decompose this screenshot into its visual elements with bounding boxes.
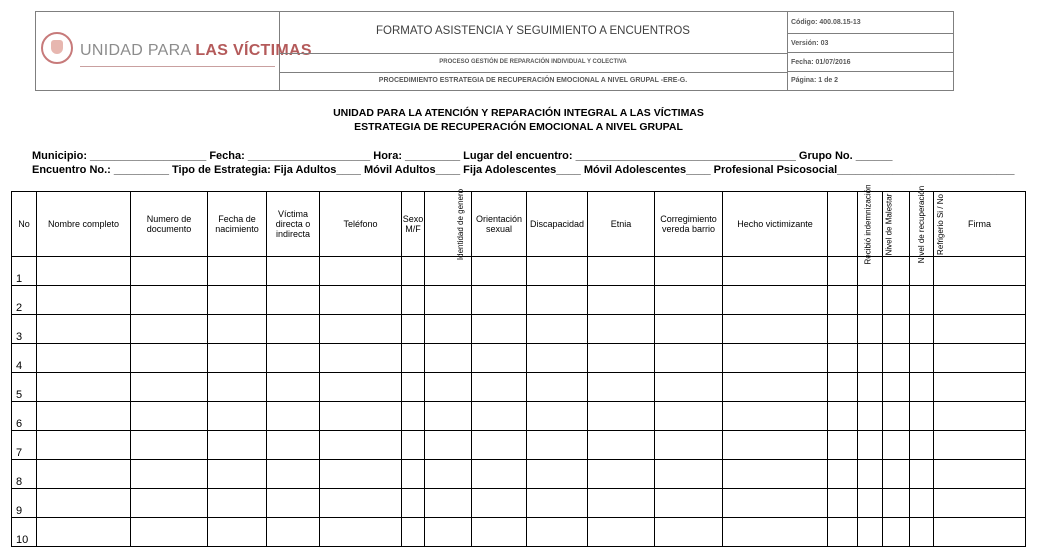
header-metadata bbox=[787, 12, 953, 90]
table-cell[interactable] bbox=[883, 431, 910, 460]
table-cell[interactable] bbox=[208, 460, 267, 489]
table-cell[interactable] bbox=[402, 402, 425, 431]
table-cell[interactable] bbox=[934, 315, 1026, 344]
table-cell[interactable] bbox=[37, 344, 131, 373]
col-document-number: Numero de documento bbox=[131, 192, 208, 257]
table-cell[interactable] bbox=[402, 460, 425, 489]
table-cell[interactable] bbox=[910, 315, 934, 344]
table-cell[interactable] bbox=[858, 518, 883, 547]
table-cell[interactable] bbox=[131, 373, 208, 402]
table-cell[interactable] bbox=[723, 315, 828, 344]
table-cell[interactable] bbox=[320, 373, 402, 402]
table-row bbox=[12, 315, 1026, 344]
table-cell[interactable] bbox=[37, 460, 131, 489]
table-cell[interactable] bbox=[131, 518, 208, 547]
row-number: 4 bbox=[12, 344, 37, 373]
table-cell[interactable] bbox=[910, 460, 934, 489]
table-cell[interactable] bbox=[37, 286, 131, 315]
table-cell[interactable] bbox=[527, 518, 588, 547]
table-cell[interactable] bbox=[910, 489, 934, 518]
col-sex: Sexo M/F bbox=[402, 192, 425, 257]
table-cell[interactable] bbox=[131, 315, 208, 344]
col-snack: Refrigerio Si / No bbox=[910, 192, 934, 257]
table-cell[interactable] bbox=[320, 431, 402, 460]
table-cell[interactable] bbox=[588, 518, 655, 547]
table-cell[interactable] bbox=[37, 315, 131, 344]
version-field: Versión: 03 bbox=[787, 34, 953, 53]
table-cell[interactable] bbox=[131, 257, 208, 286]
page-field: Página: 1 de 2 bbox=[791, 77, 839, 84]
table-cell[interactable] bbox=[828, 518, 858, 547]
table-cell[interactable] bbox=[910, 373, 934, 402]
brand-underline bbox=[80, 66, 275, 67]
table-cell[interactable] bbox=[472, 489, 527, 518]
table-cell[interactable] bbox=[131, 489, 208, 518]
table-cell[interactable] bbox=[131, 460, 208, 489]
table-cell[interactable] bbox=[655, 373, 723, 402]
table-cell[interactable] bbox=[472, 286, 527, 315]
table-cell[interactable] bbox=[934, 460, 1026, 489]
row-number: 3 bbox=[12, 315, 37, 344]
table-cell[interactable] bbox=[910, 286, 934, 315]
table-cell[interactable] bbox=[883, 315, 910, 344]
table-cell[interactable] bbox=[828, 402, 858, 431]
table-cell[interactable] bbox=[37, 402, 131, 431]
format-title: FORMATO ASISTENCIA Y SEGUIMIENTO A ENCUENTROS bbox=[279, 12, 787, 54]
row-number: 5 bbox=[12, 373, 37, 402]
table-cell[interactable] bbox=[934, 286, 1026, 315]
table-cell[interactable] bbox=[267, 460, 320, 489]
table-cell[interactable] bbox=[402, 315, 425, 344]
table-cell[interactable] bbox=[320, 257, 402, 286]
table-cell[interactable] bbox=[37, 373, 131, 402]
table-cell[interactable] bbox=[588, 373, 655, 402]
table-cell[interactable] bbox=[588, 460, 655, 489]
table-cell[interactable] bbox=[472, 344, 527, 373]
form-line-1: Municipio: ___________________ Fecha: ____________________ Hora: _________ Lugar del encuentro: ____________________________________ Grupo No. ______ bbox=[32, 150, 893, 162]
table-cell[interactable] bbox=[723, 460, 828, 489]
table-cell[interactable] bbox=[723, 257, 828, 286]
table-cell[interactable] bbox=[588, 431, 655, 460]
table-cell[interactable] bbox=[131, 286, 208, 315]
table-cell[interactable] bbox=[655, 344, 723, 373]
row-number: 6 bbox=[12, 402, 37, 431]
table-header-row bbox=[12, 192, 1026, 257]
table-cell[interactable] bbox=[527, 489, 588, 518]
table-cell[interactable] bbox=[267, 402, 320, 431]
table-cell[interactable] bbox=[934, 518, 1026, 547]
table-cell[interactable] bbox=[934, 257, 1026, 286]
table-cell[interactable] bbox=[425, 402, 472, 431]
table-cell[interactable] bbox=[320, 460, 402, 489]
table-cell[interactable] bbox=[37, 489, 131, 518]
table-cell[interactable] bbox=[208, 431, 267, 460]
table-cell[interactable] bbox=[208, 344, 267, 373]
table-cell[interactable] bbox=[883, 460, 910, 489]
table-cell[interactable] bbox=[472, 518, 527, 547]
table-cell[interactable] bbox=[402, 489, 425, 518]
table-cell[interactable] bbox=[208, 402, 267, 431]
row-number: 8 bbox=[12, 460, 37, 489]
col-victimizing-event: Hecho victimizante bbox=[723, 192, 828, 257]
table-cell[interactable] bbox=[472, 373, 527, 402]
table-cell[interactable] bbox=[858, 315, 883, 344]
table-cell[interactable] bbox=[527, 286, 588, 315]
table-cell[interactable] bbox=[858, 460, 883, 489]
table-cell[interactable] bbox=[723, 286, 828, 315]
table-cell[interactable] bbox=[208, 257, 267, 286]
table-cell[interactable] bbox=[402, 344, 425, 373]
table-cell[interactable] bbox=[527, 460, 588, 489]
table-cell[interactable] bbox=[828, 431, 858, 460]
table-cell[interactable] bbox=[883, 489, 910, 518]
table-cell[interactable] bbox=[828, 460, 858, 489]
col-no: No bbox=[12, 192, 37, 257]
table-cell[interactable] bbox=[208, 315, 267, 344]
table-cell[interactable] bbox=[858, 344, 883, 373]
process-name: PROCESO GESTIÓN DE REPARACIÓN INDIVIDUAL Y COLECTIVA bbox=[279, 53, 787, 73]
table-cell[interactable] bbox=[37, 518, 131, 547]
col-disability: Discapacidad bbox=[527, 192, 588, 257]
table-cell[interactable] bbox=[723, 431, 828, 460]
table-cell[interactable] bbox=[402, 431, 425, 460]
table-cell[interactable] bbox=[655, 518, 723, 547]
table-cell[interactable] bbox=[402, 286, 425, 315]
table-cell[interactable] bbox=[472, 460, 527, 489]
table-cell[interactable] bbox=[208, 286, 267, 315]
row-number: 7 bbox=[12, 431, 37, 460]
table-cell[interactable] bbox=[320, 286, 402, 315]
table-cell[interactable] bbox=[588, 315, 655, 344]
table-cell[interactable] bbox=[267, 286, 320, 315]
table-cell[interactable] bbox=[527, 257, 588, 286]
table-cell[interactable] bbox=[208, 489, 267, 518]
table-cell[interactable] bbox=[655, 286, 723, 315]
table-cell[interactable] bbox=[723, 344, 828, 373]
table-cell[interactable] bbox=[425, 489, 472, 518]
table-cell[interactable] bbox=[320, 518, 402, 547]
coat-of-arms-icon bbox=[41, 32, 73, 64]
table-cell[interactable] bbox=[402, 257, 425, 286]
document-header bbox=[35, 11, 954, 91]
title-line-2: ESTRATEGIA DE RECUPERACIÓN EMOCIONAL A NIVEL GRUPAL bbox=[354, 121, 683, 133]
table-cell[interactable] bbox=[320, 402, 402, 431]
table-cell[interactable] bbox=[588, 344, 655, 373]
table-cell[interactable] bbox=[527, 315, 588, 344]
table-cell[interactable] bbox=[588, 257, 655, 286]
table-cell[interactable] bbox=[472, 315, 527, 344]
table-cell[interactable] bbox=[910, 344, 934, 373]
table-cell[interactable] bbox=[588, 286, 655, 315]
table-cell[interactable] bbox=[858, 489, 883, 518]
table-cell[interactable] bbox=[527, 431, 588, 460]
col-birth-date: Fecha de nacimiento bbox=[208, 192, 267, 257]
table-cell[interactable] bbox=[934, 431, 1026, 460]
table-cell[interactable] bbox=[527, 373, 588, 402]
table-cell[interactable] bbox=[267, 518, 320, 547]
date-field: Fecha: 01/07/2016 bbox=[787, 53, 953, 72]
table-cell[interactable] bbox=[472, 431, 527, 460]
col-compensation: Recibió indemnización bbox=[828, 192, 858, 257]
table-cell[interactable] bbox=[402, 373, 425, 402]
table-cell[interactable] bbox=[858, 431, 883, 460]
col-sexual-orientation: Orientación sexual bbox=[472, 192, 527, 257]
table-cell[interactable] bbox=[910, 518, 934, 547]
row-number: 1 bbox=[12, 257, 37, 286]
table-cell[interactable] bbox=[37, 431, 131, 460]
table-cell[interactable] bbox=[883, 257, 910, 286]
table-cell[interactable] bbox=[934, 373, 1026, 402]
table-cell[interactable] bbox=[425, 257, 472, 286]
table-cell[interactable] bbox=[828, 315, 858, 344]
table-cell[interactable] bbox=[828, 373, 858, 402]
table-cell[interactable] bbox=[208, 373, 267, 402]
table-cell[interactable] bbox=[425, 344, 472, 373]
logo-cell bbox=[36, 12, 312, 90]
table-row bbox=[12, 344, 1026, 373]
table-cell[interactable] bbox=[267, 431, 320, 460]
table-cell[interactable] bbox=[425, 286, 472, 315]
table-cell[interactable] bbox=[131, 431, 208, 460]
table-cell[interactable] bbox=[723, 489, 828, 518]
procedure-name: PROCEDIMIENTO ESTRATEGIA DE RECUPERACIÓN EMOCIONAL A NIVEL GRUPAL -ERE-G. bbox=[378, 77, 688, 84]
table-row bbox=[12, 402, 1026, 431]
col-signature: Firma bbox=[934, 192, 1026, 257]
table-row bbox=[12, 373, 1026, 402]
table-cell[interactable] bbox=[883, 518, 910, 547]
table-cell[interactable] bbox=[131, 402, 208, 431]
table-row bbox=[12, 286, 1026, 315]
table-cell[interactable] bbox=[208, 518, 267, 547]
table-cell[interactable] bbox=[425, 518, 472, 547]
table-row bbox=[12, 518, 1026, 547]
col-locality: Corregimiento vereda barrio bbox=[655, 192, 723, 257]
table-cell[interactable] bbox=[267, 344, 320, 373]
col-recovery-level: Nivel de recuperación bbox=[883, 192, 910, 257]
row-number: 2 bbox=[12, 286, 37, 315]
table-cell[interactable] bbox=[588, 489, 655, 518]
col-phone: Teléfono bbox=[320, 192, 402, 257]
table-row bbox=[12, 257, 1026, 286]
table-cell[interactable] bbox=[910, 431, 934, 460]
table-cell[interactable] bbox=[320, 489, 402, 518]
table-cell[interactable] bbox=[828, 344, 858, 373]
table-cell[interactable] bbox=[402, 518, 425, 547]
table-cell[interactable] bbox=[883, 373, 910, 402]
table-row bbox=[12, 489, 1026, 518]
table-cell[interactable] bbox=[472, 257, 527, 286]
table-cell[interactable] bbox=[267, 257, 320, 286]
table-cell[interactable] bbox=[858, 373, 883, 402]
table-cell[interactable] bbox=[858, 402, 883, 431]
table-cell[interactable] bbox=[883, 402, 910, 431]
table-cell[interactable] bbox=[858, 286, 883, 315]
table-cell[interactable] bbox=[425, 315, 472, 344]
brand-logo: UNIDAD PARA LAS VÍCTIMAS bbox=[80, 42, 312, 59]
attendance-table bbox=[11, 184, 1026, 547]
table-cell[interactable] bbox=[883, 344, 910, 373]
table-cell[interactable] bbox=[883, 286, 910, 315]
table-cell[interactable] bbox=[320, 344, 402, 373]
table-row bbox=[12, 460, 1026, 489]
table-cell[interactable] bbox=[723, 402, 828, 431]
table-cell[interactable] bbox=[655, 257, 723, 286]
header-center bbox=[279, 12, 788, 90]
row-number: 9 bbox=[12, 489, 37, 518]
table-cell[interactable] bbox=[527, 402, 588, 431]
table-cell[interactable] bbox=[934, 344, 1026, 373]
code-field: Código: 400.08.15-13 bbox=[787, 12, 953, 34]
table-cell[interactable] bbox=[588, 402, 655, 431]
table-cell[interactable] bbox=[828, 257, 858, 286]
table-cell[interactable] bbox=[655, 402, 723, 431]
title-line-1: UNIDAD PARA LA ATENCIÓN Y REPARACIÓN INTEGRAL A LAS VÍCTIMAS bbox=[333, 107, 704, 119]
col-full-name: Nombre completo bbox=[37, 192, 131, 257]
table-cell[interactable] bbox=[527, 344, 588, 373]
table-cell[interactable] bbox=[472, 402, 527, 431]
table-cell[interactable] bbox=[267, 373, 320, 402]
table-cell[interactable] bbox=[320, 315, 402, 344]
table-cell[interactable] bbox=[425, 460, 472, 489]
table-cell[interactable] bbox=[828, 286, 858, 315]
col-victim-type: Víctima directa o indirecta bbox=[267, 192, 320, 257]
col-gender-identity: Identidad de genero bbox=[425, 192, 472, 257]
table-cell[interactable] bbox=[828, 489, 858, 518]
table-cell[interactable] bbox=[131, 344, 208, 373]
table-cell[interactable] bbox=[267, 315, 320, 344]
table-cell[interactable] bbox=[655, 489, 723, 518]
table-row bbox=[12, 431, 1026, 460]
row-number: 10 bbox=[12, 518, 37, 547]
table-cell[interactable] bbox=[655, 431, 723, 460]
table-cell[interactable] bbox=[655, 315, 723, 344]
col-distress-level: Nivel de Malestar bbox=[858, 192, 883, 257]
table-cell[interactable] bbox=[723, 518, 828, 547]
table-cell[interactable] bbox=[37, 257, 131, 286]
table-cell[interactable] bbox=[910, 402, 934, 431]
table-cell[interactable] bbox=[934, 489, 1026, 518]
table-cell[interactable] bbox=[267, 489, 320, 518]
table-cell[interactable] bbox=[934, 402, 1026, 431]
table-cell[interactable] bbox=[723, 373, 828, 402]
table-cell[interactable] bbox=[425, 431, 472, 460]
form-line-2: Encuentro No.: _________ Tipo de Estrategia: Fija Adultos____ Móvil Adultos____ Fija Adolescentes____ Móvil Adolescentes____ Profesional Psicosocial_____________________________ bbox=[32, 164, 1015, 176]
table-cell[interactable] bbox=[655, 460, 723, 489]
table-cell[interactable] bbox=[425, 373, 472, 402]
col-ethnicity: Etnia bbox=[588, 192, 655, 257]
